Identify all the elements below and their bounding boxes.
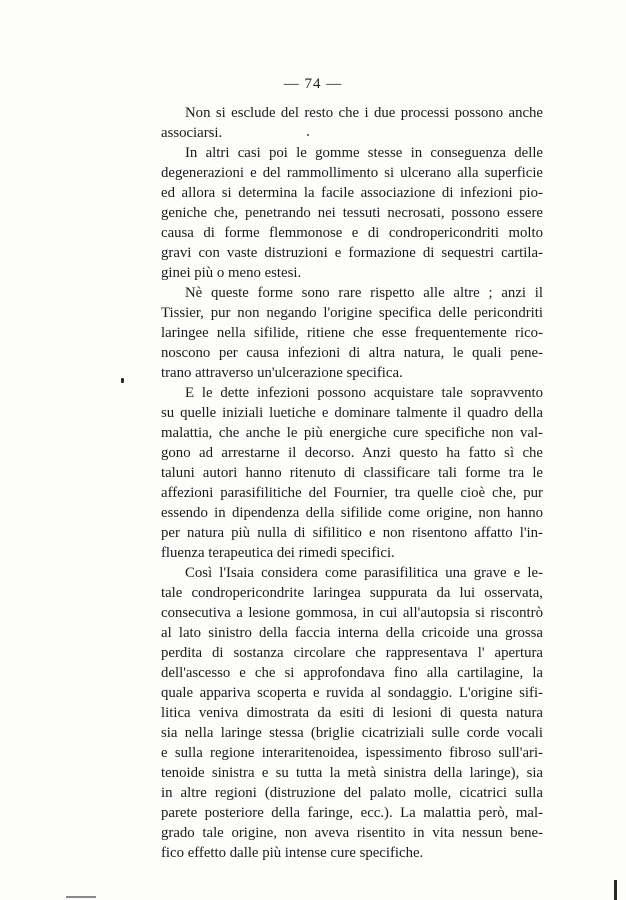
text-line: quale appariva scoperta e ruvida al sondaggio. L'origine sifi-	[161, 685, 543, 701]
text-line: litica veniva dimostrata da esiti di lesioni di questa natura	[161, 705, 543, 721]
text-line: In altri casi poi le gomme stesse in conseguenza delle	[185, 145, 543, 161]
scan-speck	[614, 880, 617, 900]
scan-speck	[307, 134, 309, 136]
text-line: essendo in dipendenza della sifilide come origine, non hanno	[161, 505, 543, 521]
text-line: Non si esclude del resto che i due processi possono anche	[185, 105, 543, 121]
text-line: perdita di sostanza circolare che rappresentava l' apertura	[161, 645, 543, 661]
text-line: causa di forme flemmonose e di condropericondriti molto	[161, 225, 543, 241]
text-line: ed allora si determina la facile associazione di infezioni pio-	[161, 185, 543, 201]
text-line: taluni autori hanno ritenuto di classificare tali forme tra le	[161, 465, 543, 481]
scan-speck	[66, 896, 96, 898]
text-line: ginei più o meno estesi.	[161, 265, 302, 281]
text-line: geniche che, penetrando nei tessuti necrosati, possono essere	[161, 205, 543, 221]
text-line: al lato sinistro della faccia interna della cricoide una grossa	[161, 625, 543, 641]
text-line: in altre regioni (distruzione del palato molle, cicatrici sulla	[161, 785, 543, 801]
text-line: fluenza terapeutica dei rimedi specifici.	[161, 545, 395, 561]
text-line: Così l'Isaia considera come parasifilitica una grave e le-	[185, 565, 543, 581]
text-line: associarsi.	[161, 125, 223, 141]
text-line: consecutiva a lesione gommosa, in cui all'autopsia si riscontrò	[161, 605, 543, 621]
text-line: Tissier, pur non negando l'origine specifica delle pericondriti	[161, 305, 543, 321]
text-line: gono ad arrestarne il decorso. Anzi questo ha fatto sì che	[161, 445, 543, 461]
text-line: dell'ascesso e che si approfondava fino alla cartilagine, la	[161, 665, 543, 681]
text-line: affezioni parasifilitiche del Fournier, tra quelle cioè che, pur	[161, 485, 543, 501]
text-line: gravi con vaste distruzioni e formazione di sequestri cartila-	[161, 245, 543, 261]
text-line: laringee nella sifilide, ritiene che esse frequentemente rico-	[161, 325, 543, 341]
text-line: su quelle iniziali luetiche e dominare talmente il quadro della	[161, 405, 543, 421]
text-line: parete posteriore della faringe, ecc.). La malattia però, mal-	[161, 805, 543, 821]
text-line: tale condropericondrite laringea suppurata da lui osservata,	[161, 585, 543, 601]
text-line: sia nella laringe stessa (briglie cicatriziali sulle corde vocali	[161, 725, 543, 741]
text-line: Nè queste forme sono rare rispetto alle altre ; anzi il	[185, 285, 543, 301]
scan-speck	[121, 378, 124, 383]
text-line: degenerazioni e del rammollimento si ulcerano alla superficie	[161, 165, 543, 181]
text-line: trano attraverso un'ulcerazione specifica.	[161, 365, 403, 381]
text-line: E le dette infezioni possono acquistare tale sopravvento	[185, 385, 543, 401]
text-line: grado tale origine, non aveva risentito in vita nessun bene-	[161, 825, 543, 841]
text-line: e sulla regione interaritenoidea, ispessimento fibroso sull'ari-	[161, 745, 543, 761]
text-line: malattia, che anche le più energiche cure specifiche non val-	[161, 425, 543, 441]
text-line: tenoide sinistra e su tutta la metà sinistra della laringe), sia	[161, 765, 543, 781]
text-line: noscono per causa infezioni di altra natura, le quali pene-	[161, 345, 543, 361]
page-number: — 74 —	[283, 76, 343, 92]
text-line: fico effetto dalle più intense cure specifiche.	[161, 845, 424, 861]
text-line: per natura più nulla di sifilitico e non risentono affatto l'in-	[161, 525, 543, 541]
